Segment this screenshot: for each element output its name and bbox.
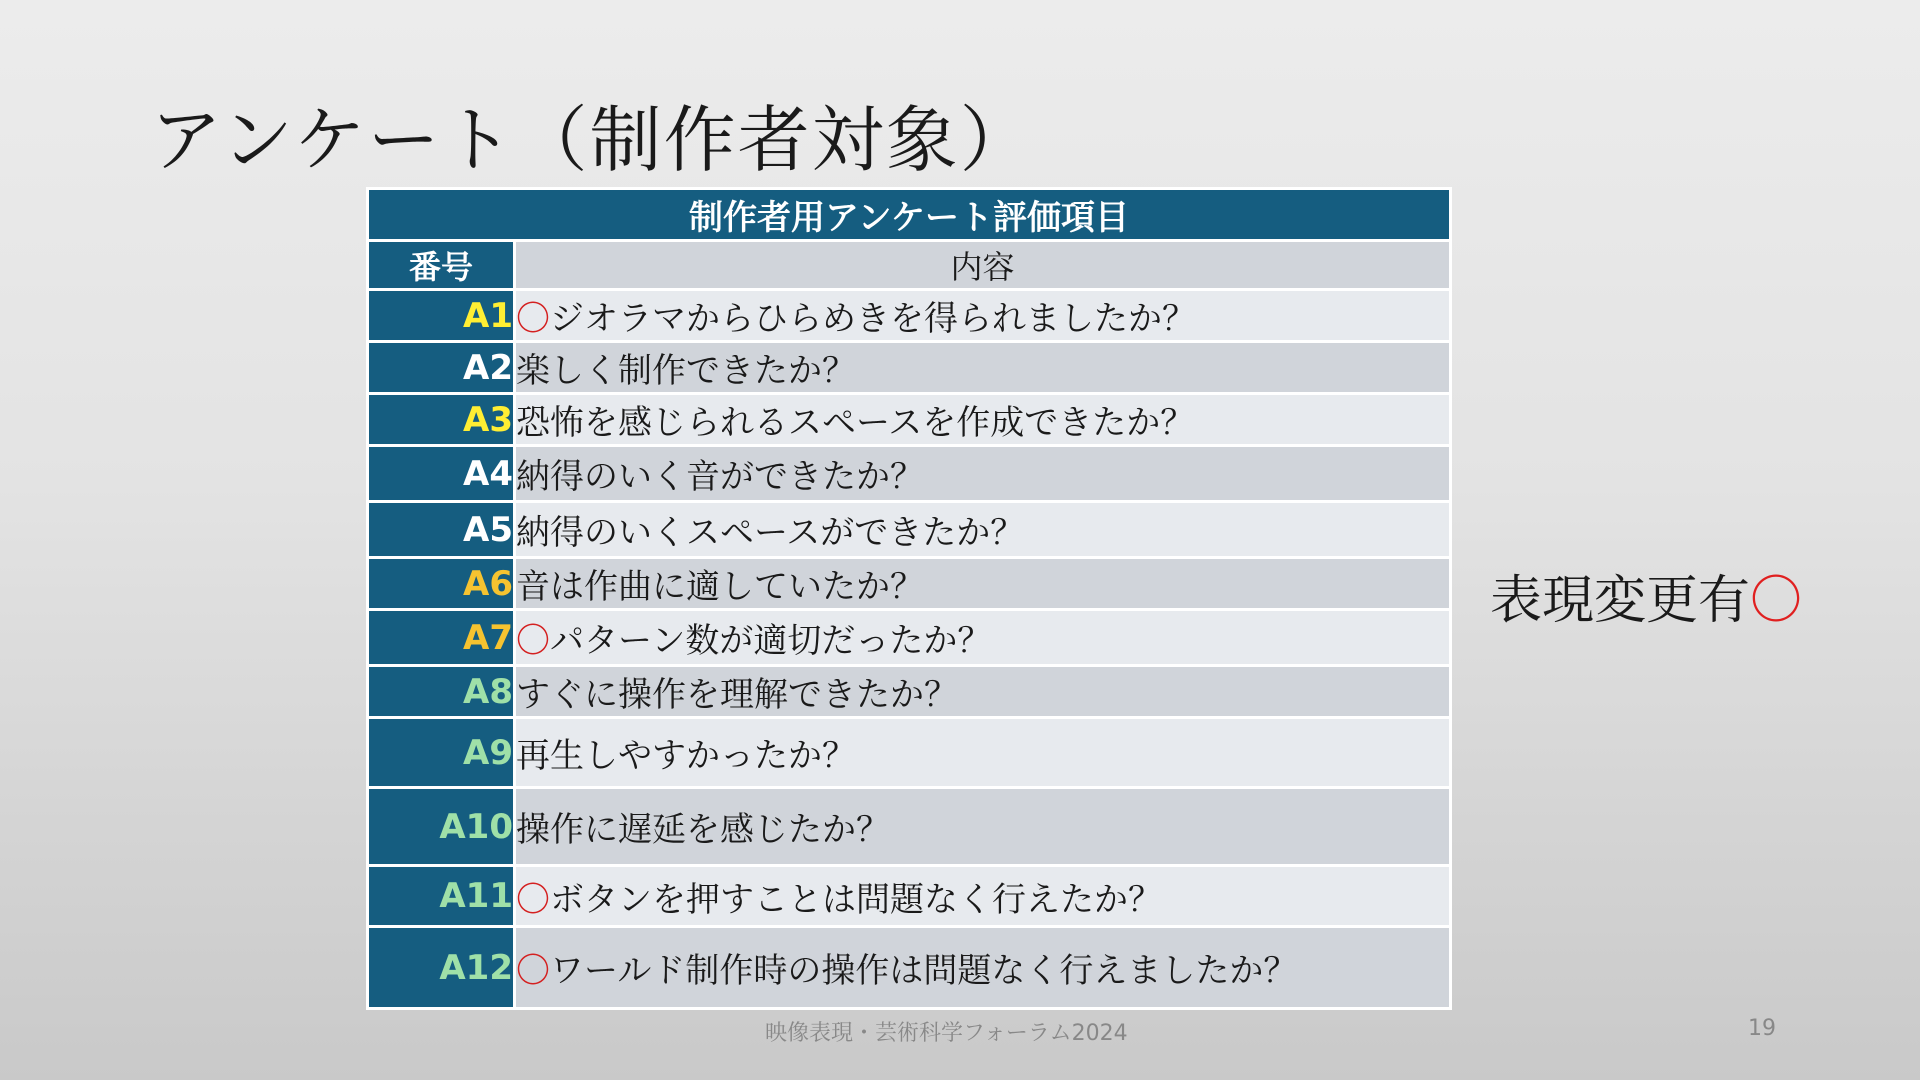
row-id: A2: [368, 342, 515, 394]
table-caption: 制作者用アンケート評価項目: [368, 189, 1451, 241]
circle-mark-icon: 〇: [516, 299, 550, 339]
table-caption-row: [368, 189, 1451, 241]
row-id: A10: [368, 788, 515, 866]
row-question: [515, 446, 1451, 502]
question-text: 恐怖を感じられるスペースを作成できたか？: [516, 403, 1195, 443]
question-text: 音は作曲に適していたか？: [516, 567, 924, 607]
survey-table: [366, 187, 1452, 1010]
row-question: [515, 788, 1451, 866]
table-row: [368, 502, 1451, 558]
table-row: [368, 394, 1451, 446]
row-question: [515, 718, 1451, 788]
row-question: [515, 342, 1451, 394]
circle-mark-icon: 〇: [516, 951, 550, 991]
row-question: [515, 927, 1451, 1009]
table-row: [368, 718, 1451, 788]
question-text: 納得のいくスペースができたか？: [516, 513, 1025, 553]
table-row: [368, 446, 1451, 502]
page-number: 19: [1748, 1016, 1776, 1041]
question-text: ボタンを押すことは問題なく行えたか？: [550, 879, 1162, 920]
row-question: [515, 610, 1451, 666]
row-id: A7: [368, 610, 515, 666]
row-question: [515, 866, 1451, 927]
question-text: ワールド制作時の操作は問題なく行えましたか？: [550, 951, 1298, 991]
row-id: A4: [368, 446, 515, 502]
table-row: [368, 866, 1451, 927]
circle-mark-icon: 〇: [516, 879, 550, 920]
row-id: A11: [368, 866, 515, 927]
table-row: [368, 666, 1451, 718]
question-text: 楽しく制作できたか？: [516, 351, 856, 391]
row-id: A1: [368, 290, 515, 342]
table-row: [368, 788, 1451, 866]
slide-title: アンケート（制作者対象）: [150, 98, 1034, 182]
question-text: 納得のいく音ができたか？: [516, 457, 924, 497]
header-number: 番号: [368, 241, 515, 290]
question-text: すぐに操作を理解できたか？: [516, 675, 958, 715]
footer-text: 映像表現・芸術科学フォーラム2024: [765, 1021, 1128, 1046]
question-text: 操作に遅延を感じたか？: [516, 810, 890, 850]
red-circle-icon: 〇: [1750, 571, 1803, 631]
question-text: パターン数が適切だったか？: [550, 621, 992, 661]
row-id: A5: [368, 502, 515, 558]
table-row: [368, 927, 1451, 1009]
question-text: ジオラマからひらめきを得られましたか？: [550, 299, 1196, 339]
row-id: A12: [368, 927, 515, 1009]
row-question: [515, 502, 1451, 558]
header-content: 内容: [515, 241, 1451, 290]
table-header-row: [368, 241, 1451, 290]
row-question: [515, 290, 1451, 342]
row-question: [515, 666, 1451, 718]
table-row: [368, 610, 1451, 666]
table-row: [368, 558, 1451, 610]
row-id: A9: [368, 718, 515, 788]
row-id: A8: [368, 666, 515, 718]
row-question: [515, 394, 1451, 446]
row-question: [515, 558, 1451, 610]
table-row: [368, 290, 1451, 342]
row-id: A3: [368, 394, 515, 446]
circle-mark-icon: 〇: [516, 621, 550, 661]
expression-change-note: [1490, 558, 1802, 633]
note-text: 表現変更有: [1490, 571, 1751, 631]
table-row: [368, 342, 1451, 394]
question-text: 再生しやすかったか？: [516, 736, 856, 776]
row-id: A6: [368, 558, 515, 610]
